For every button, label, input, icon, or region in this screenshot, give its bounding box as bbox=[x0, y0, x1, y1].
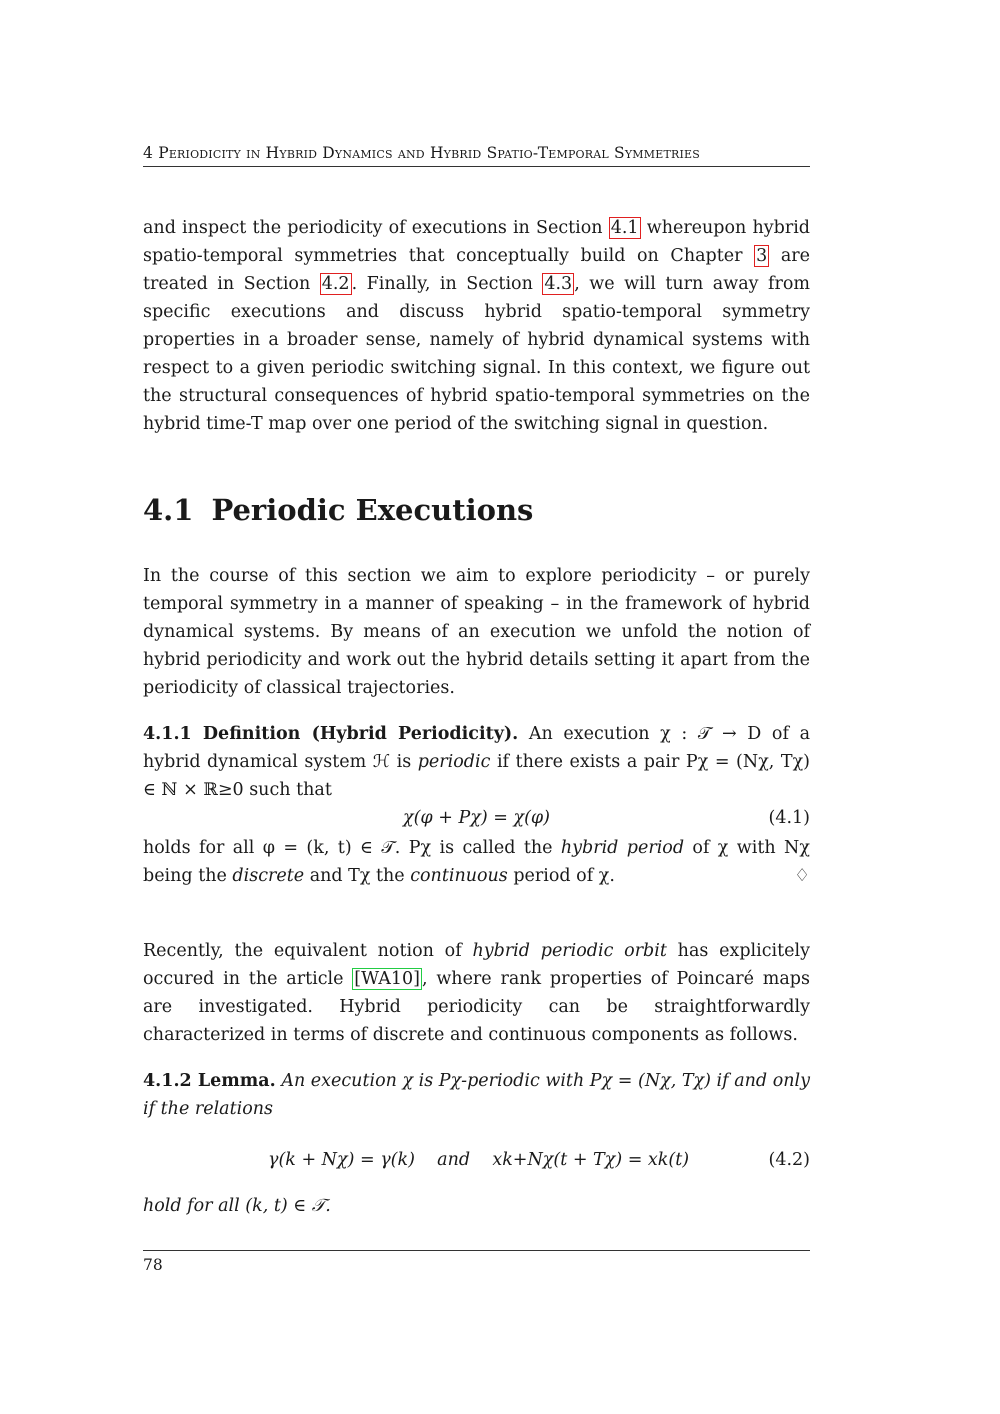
definition-text-5: and Tχ the bbox=[304, 866, 411, 886]
equation-4-1-math: χ(φ + Pχ) = χ(φ) bbox=[403, 808, 550, 828]
intro-paragraph bbox=[143, 214, 810, 438]
definition-emphasis-continuous: continuous bbox=[410, 866, 508, 886]
definition-text-3: holds for all φ = (k, t) ∈ 𝒯. Pχ is called the bbox=[143, 838, 561, 858]
definition-block bbox=[143, 720, 810, 890]
lemma-tail: hold for all (k, t) ∈ 𝒯. bbox=[143, 1196, 331, 1216]
definition-statement bbox=[143, 720, 810, 804]
equation-4-2-math: γ(k + Nχ) = γ(k) and xk+Nχ(t + Tχ) = xk(t) bbox=[268, 1150, 690, 1170]
lemma-label: 4.1.2 Lemma. bbox=[143, 1071, 276, 1091]
running-head: 4 Periodicity in Hybrid Dynamics and Hybrid Spatio-Temporal Symmetries bbox=[143, 143, 810, 167]
intro-text-2: whereupon hybrid spatio-temporal symmetries that conceptually build on Chapter bbox=[143, 218, 810, 266]
equation-4-2-number: (4.2) bbox=[768, 1150, 810, 1170]
citation-link-wa10[interactable]: [WA10] bbox=[354, 969, 420, 989]
section-link-4-3[interactable]: 4.3 bbox=[544, 274, 573, 294]
intro-text-3: are treated in Section bbox=[143, 246, 810, 294]
definition-emphasis-periodic: periodic bbox=[417, 752, 491, 772]
equation-4-1-number: (4.1) bbox=[768, 808, 810, 828]
page bbox=[143, 0, 810, 1414]
lemma-statement bbox=[143, 1067, 810, 1123]
definition-text-2: if there exists a pair Pχ = (Nχ, Tχ) ∈ ℕ × ℝ≥0 such that bbox=[143, 752, 810, 800]
section-title: Periodic Executions bbox=[211, 493, 534, 527]
section-number: 4.1 bbox=[143, 493, 194, 527]
definition-text-1: An execution χ : 𝒯 → D of a hybrid dynamical system ℋ is bbox=[143, 724, 811, 772]
section-heading bbox=[143, 490, 810, 530]
definition-text-6: period of χ. bbox=[507, 866, 615, 886]
intro-text-5: , we will turn away from specific executions and discuss hybrid spatio-temporal symmetry properties in a broader sense, namely of hybrid dynamical systems with respect to a given periodic switching signal. In this context, we figure out the structural consequences of hybrid spatio-temporal symmetries on the hybrid time-T map over one period of the switching signal in question. bbox=[143, 274, 810, 434]
lemma-text: An execution χ is Pχ-periodic with Pχ = (Nχ, Tχ) if and only if the relations bbox=[143, 1071, 810, 1119]
footer-rule bbox=[143, 1250, 810, 1251]
para2-text-1: Recently, the equivalent notion of bbox=[143, 941, 473, 961]
definition-emphasis-hybrid-period: hybrid period bbox=[560, 838, 685, 858]
definition-label: 4.1.1 Definition (Hybrid Periodicity). bbox=[143, 724, 519, 744]
para2-text-2: has explicitely occured in the article bbox=[143, 941, 811, 989]
intro-text-1: and inspect the periodicity of executions in Section bbox=[143, 218, 609, 238]
definition-emphasis-discrete: discrete bbox=[232, 866, 305, 886]
definition-continuation bbox=[143, 834, 810, 890]
page-number: 78 bbox=[143, 1256, 163, 1274]
section-intro-paragraph: In the course of this section we aim to explore periodicity – or purely temporal symmetry in a manner of speaking – in the framework of hybrid dynamical systems. By means of an execution we unfold the notion of hybrid periodicity and work out the hybrid details setting it apart from the periodicity of classical trajectories. bbox=[143, 566, 810, 698]
equation-4-1 bbox=[143, 802, 810, 834]
intro-text-4: . Finally, in Section bbox=[351, 274, 543, 294]
recent-work-paragraph bbox=[143, 937, 810, 1049]
para2-text-3: , where rank properties of Poincaré maps are investigated. Hybrid periodicity can be straightforwardly characterized in terms of discrete and continuous components as follows. bbox=[143, 969, 810, 1045]
definition-text-4: of χ with Nχ being the bbox=[143, 838, 810, 886]
equation-4-2 bbox=[143, 1144, 810, 1176]
diamond-end-icon: ♢ bbox=[794, 866, 810, 886]
chapter-link-3[interactable]: 3 bbox=[756, 246, 768, 266]
section-link-4-2[interactable]: 4.2 bbox=[321, 274, 350, 294]
para2-emphasis: hybrid periodic orbit bbox=[472, 941, 667, 961]
section-link-4-1[interactable]: 4.1 bbox=[610, 218, 639, 238]
